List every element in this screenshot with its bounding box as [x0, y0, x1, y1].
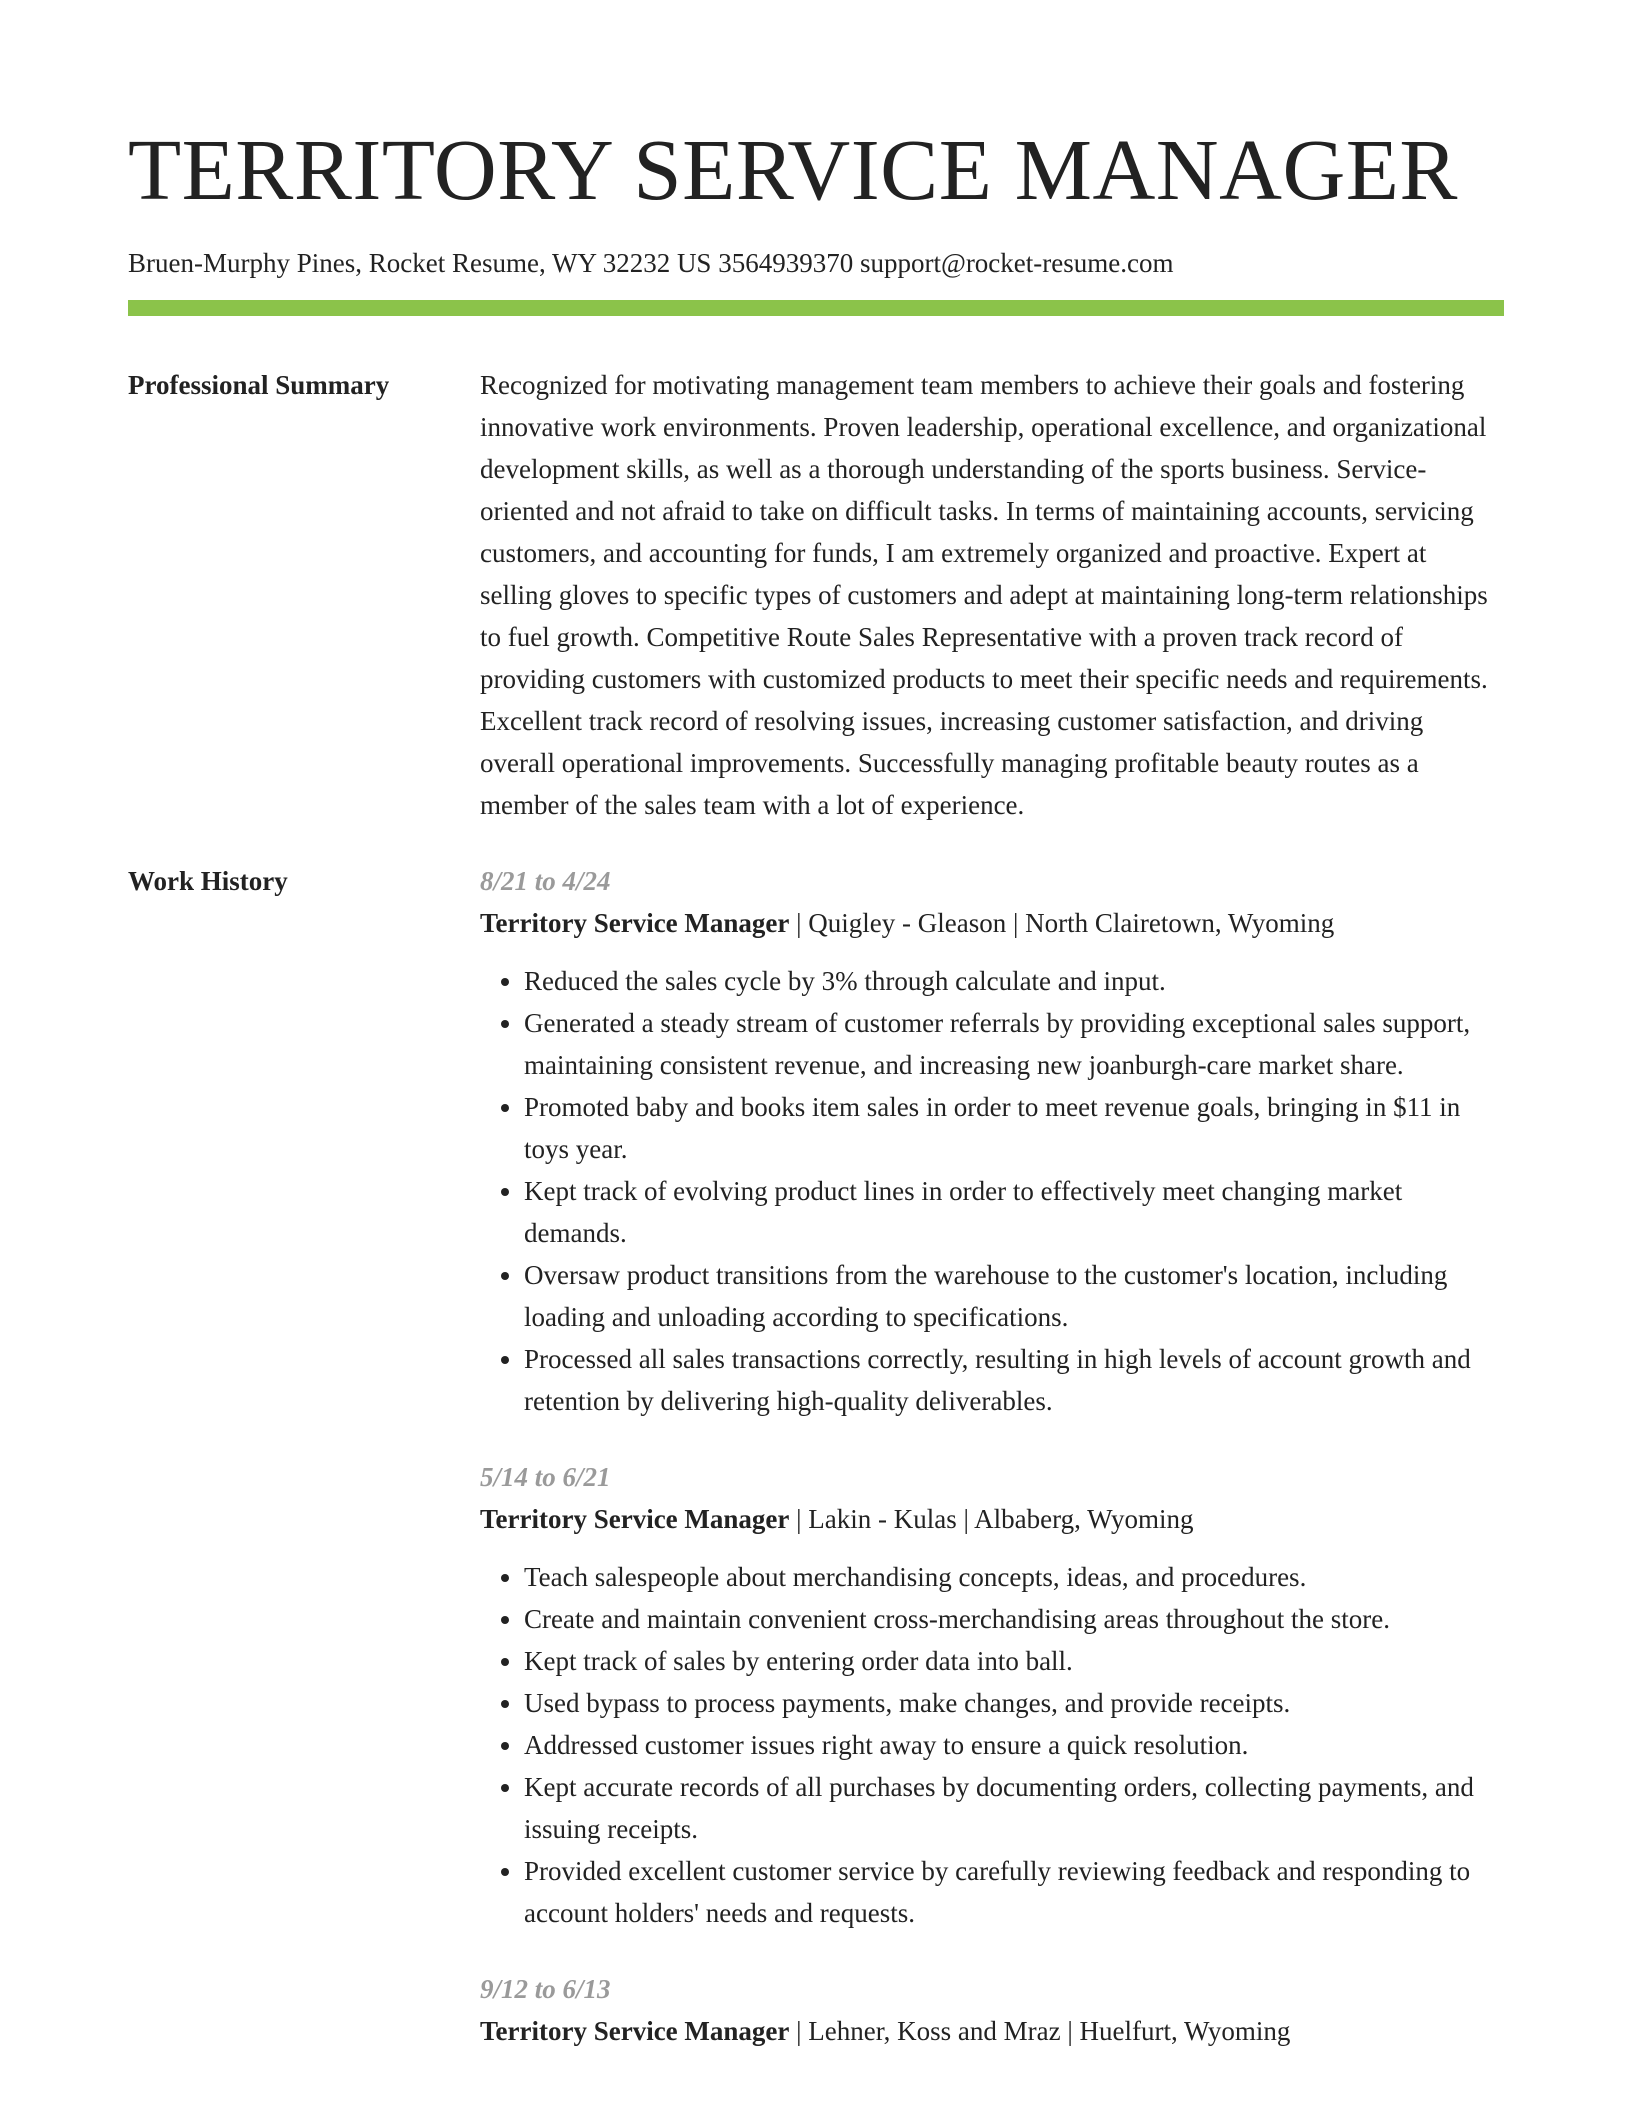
- job-heading: [480, 1498, 1504, 1540]
- job-company-location: | Lakin - Kulas | Albaberg, Wyoming: [789, 1504, 1194, 1534]
- job-title: Territory Service Manager: [480, 2016, 790, 2046]
- work-history-section: [128, 860, 1504, 2086]
- contact-phone: 3564939370: [718, 248, 854, 278]
- job-bullet: • Reduced the sales cycle by 3% through calculate and input.: [524, 960, 1504, 1002]
- job-entry: [480, 860, 1504, 1422]
- job-bullet: • Teach salespeople about merchandising concepts, ideas, and procedures.: [524, 1556, 1504, 1598]
- job-dates: 5/14 to 6/21: [480, 1462, 611, 1492]
- job-dates: 8/21 to 4/24: [480, 866, 611, 896]
- job-bullet: • Kept track of sales by entering order data into ball.: [524, 1640, 1504, 1682]
- job-bullet: • Kept accurate records of all purchases by documenting orders, collecting payments, and issuing receipts.: [524, 1766, 1504, 1850]
- contact-email: support@rocket-resume.com: [859, 248, 1174, 278]
- job-heading: [480, 902, 1504, 944]
- job-title: Territory Service Manager: [480, 1504, 790, 1534]
- job-bullet: • Addressed customer issues right away to ensure a quick resolution.: [524, 1724, 1504, 1766]
- header-divider: [128, 300, 1504, 316]
- job-bullet: • Generated a steady stream of customer referrals by providing exceptional sales support, maintaining consistent revenue, and increasing new joanburgh-care market share.: [524, 1002, 1504, 1086]
- summary-text: Recognized for motivating management team members to achieve their goals and fostering innovative work environments. Proven leadership, operational excellence, and organizational development skills, as well as a thorough understanding of the sports business. Service-oriented and not afraid to take on difficult tasks. In terms of maintaining accounts, servicing customers, and accounting for funds, I am extremely organized and proactive. Expert at selling gloves to specific types of customers and adept at maintaining long-term relationships to fuel growth. Competitive Route Sales Representative with a proven track record of providing customers with customized products to meet their specific needs and requirements. Excellent track record of resolving issues, increasing customer satisfaction, and driving overall operational improvements. Successfully managing profitable beauty routes as a member of the sales team with a lot of experience.: [480, 370, 1488, 820]
- work-history-section-body: [480, 860, 1504, 2086]
- job-bullet: • Processed all sales transactions correctly, resulting in high levels of account growth and retention by delivering high-quality deliverables.: [524, 1338, 1504, 1422]
- contact-address: Bruen-Murphy Pines, Rocket Resume, WY 32232 US: [128, 248, 712, 278]
- job-bullet: • Provided excellent customer service by carefully reviewing feedback and responding to account holders' needs and requests.: [524, 1850, 1504, 1934]
- summary-section-body: [480, 364, 1504, 826]
- job-dates: 9/12 to 6/13: [480, 1974, 611, 2004]
- job-title: Territory Service Manager: [480, 908, 790, 938]
- job-entry: [480, 1968, 1504, 2052]
- job-bullet: • Oversaw product transitions from the warehouse to the customer's location, including loading and unloading according to specifications.: [524, 1254, 1504, 1338]
- summary-section-title: Professional Summary: [128, 370, 390, 400]
- job-entry: [480, 1456, 1504, 1934]
- job-bullet: • Used bypass to process payments, make changes, and provide receipts.: [524, 1682, 1504, 1724]
- work-history-section-title: Work History: [128, 866, 288, 896]
- job-company-location: | Lehner, Koss and Mraz | Huelfurt, Wyoming: [789, 2016, 1291, 2046]
- job-company-location: | Quigley - Gleason | North Clairetown, Wyoming: [789, 908, 1335, 938]
- job-heading: [480, 2010, 1504, 2052]
- resume-name-heading: TERRITORY SERVICE MANAGER: [128, 121, 1458, 218]
- resume-page: [128, 120, 1504, 2086]
- job-bullet: • Promoted baby and books item sales in order to meet revenue goals, bringing in $11 in toys year.: [524, 1086, 1504, 1170]
- summary-section: [128, 364, 1504, 826]
- job-bullet-list: [480, 1556, 1504, 1934]
- job-bullet-list: [480, 960, 1504, 1422]
- job-bullet: • Create and maintain convenient cross-merchandising areas throughout the store.: [524, 1598, 1504, 1640]
- job-bullet: • Kept track of evolving product lines in order to effectively meet changing market demands.: [524, 1170, 1504, 1254]
- contact-line: [128, 246, 1504, 280]
